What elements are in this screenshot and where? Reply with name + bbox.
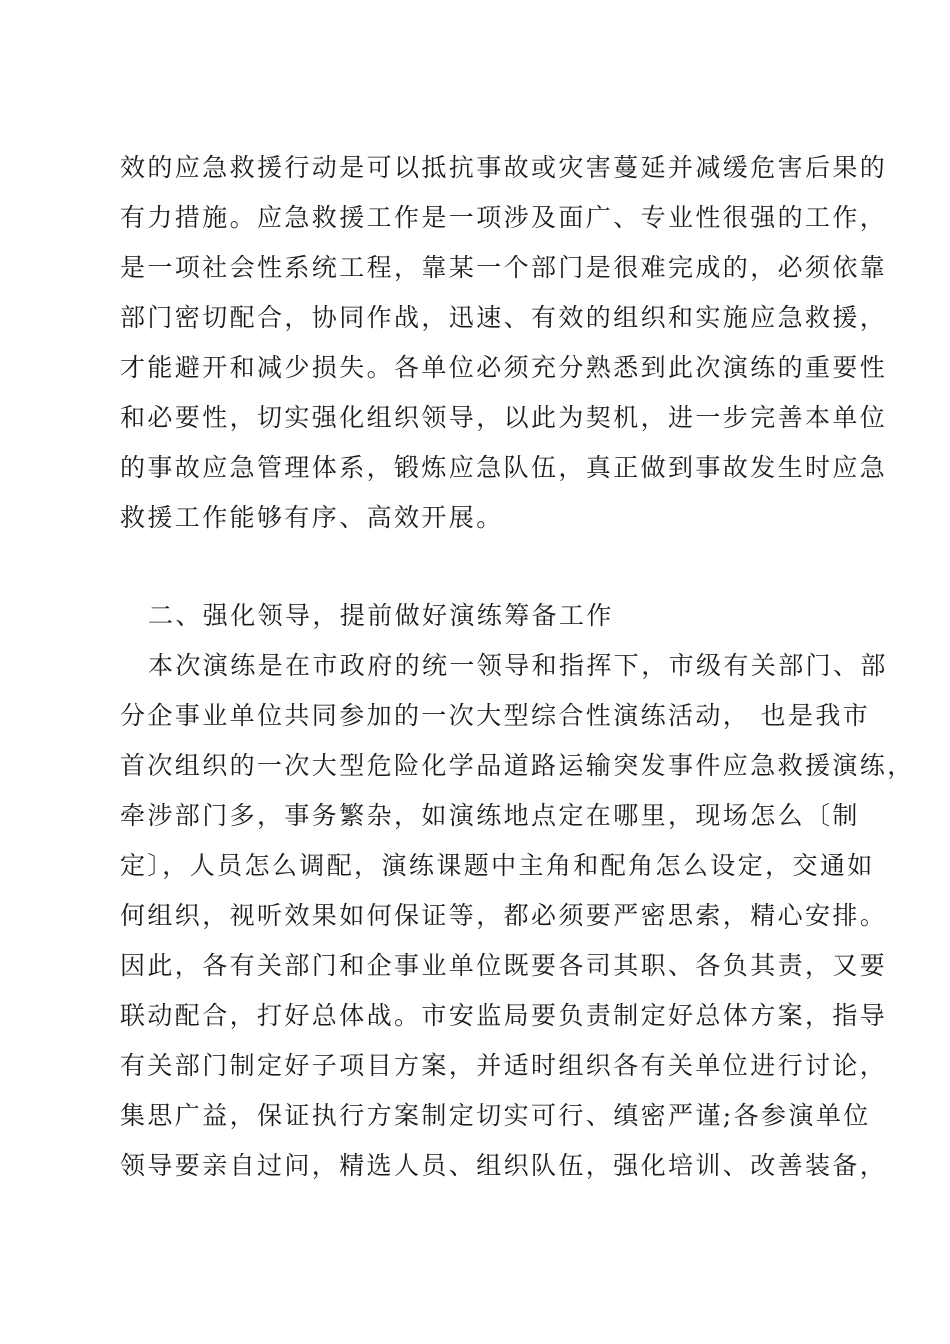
paragraph-2-line: 联动配合，打好总体战。市安监局要负责制定好总体方案，指导 xyxy=(120,1001,888,1030)
paragraph-1-line: 部门密切配合，协同作战，迅速、有效的组织和实施应急救援， xyxy=(120,303,888,332)
section-heading: 二、强化领导，提前做好演练筹备工作 xyxy=(148,601,614,630)
paragraph-2-line: 集思广益，保证执行方案制定切实可行、缜密严谨;各参演单位 xyxy=(120,1101,871,1130)
paragraph-2-line: 首次组织的一次大型危险化学品道路运输突发事件应急救援演练， xyxy=(120,751,915,780)
paragraph-2-line: 牵涉部门多，事务繁杂，如演练地点定在哪里，现场怎么〔制 xyxy=(120,801,860,830)
paragraph-2-line: 因此，各有关部门和企事业单位既要各司其职、各负其责，又要 xyxy=(120,951,888,980)
paragraph-2-line: 何组织，视听效果如何保证等，都必须要严密思索，精心安排。 xyxy=(120,901,888,930)
paragraph-2-line: 本次演练是在市政府的统一领导和指挥下，市级有关部门、部 xyxy=(148,651,888,680)
paragraph-1-line: 的事故应急管理体系，锻炼应急队伍，真正做到事故发生时应急 xyxy=(120,453,888,482)
paragraph-1-line: 是一项社会性系统工程，靠某一个部门是很难完成的，必须依靠 xyxy=(120,253,888,282)
paragraph-2-line: 分企事业单位共同参加的一次大型综合性演练活动， 也是我市 xyxy=(120,701,871,730)
paragraph-1-line: 效的应急救援行动是可以抵抗事故或灾害蔓延并减缓危害后果的 xyxy=(120,153,888,182)
paragraph-1-line: 和必要性，切实强化组织领导，以此为契机，进一步完善本单位 xyxy=(120,403,888,432)
paragraph-2-line: 领导要亲自过问，精选人员、组织队伍，强化培训、改善装备， xyxy=(120,1151,888,1180)
paragraph-2-line: 定〕，人员怎么调配，演练课题中主角和配角怎么设定，交通如 xyxy=(120,851,875,880)
paragraph-2-line: 有关部门制定好子项目方案，并适时组织各有关单位进行讨论， xyxy=(120,1051,888,1080)
paragraph-1-line: 救援工作能够有序、高效开展。 xyxy=(120,503,504,532)
paragraph-1-line: 有力措施。应急救援工作是一项涉及面广、专业性很强的工作， xyxy=(120,203,888,232)
paragraph-1-line: 才能避开和减少损失。各单位必须充分熟悉到此次演练的重要性 xyxy=(120,353,888,382)
